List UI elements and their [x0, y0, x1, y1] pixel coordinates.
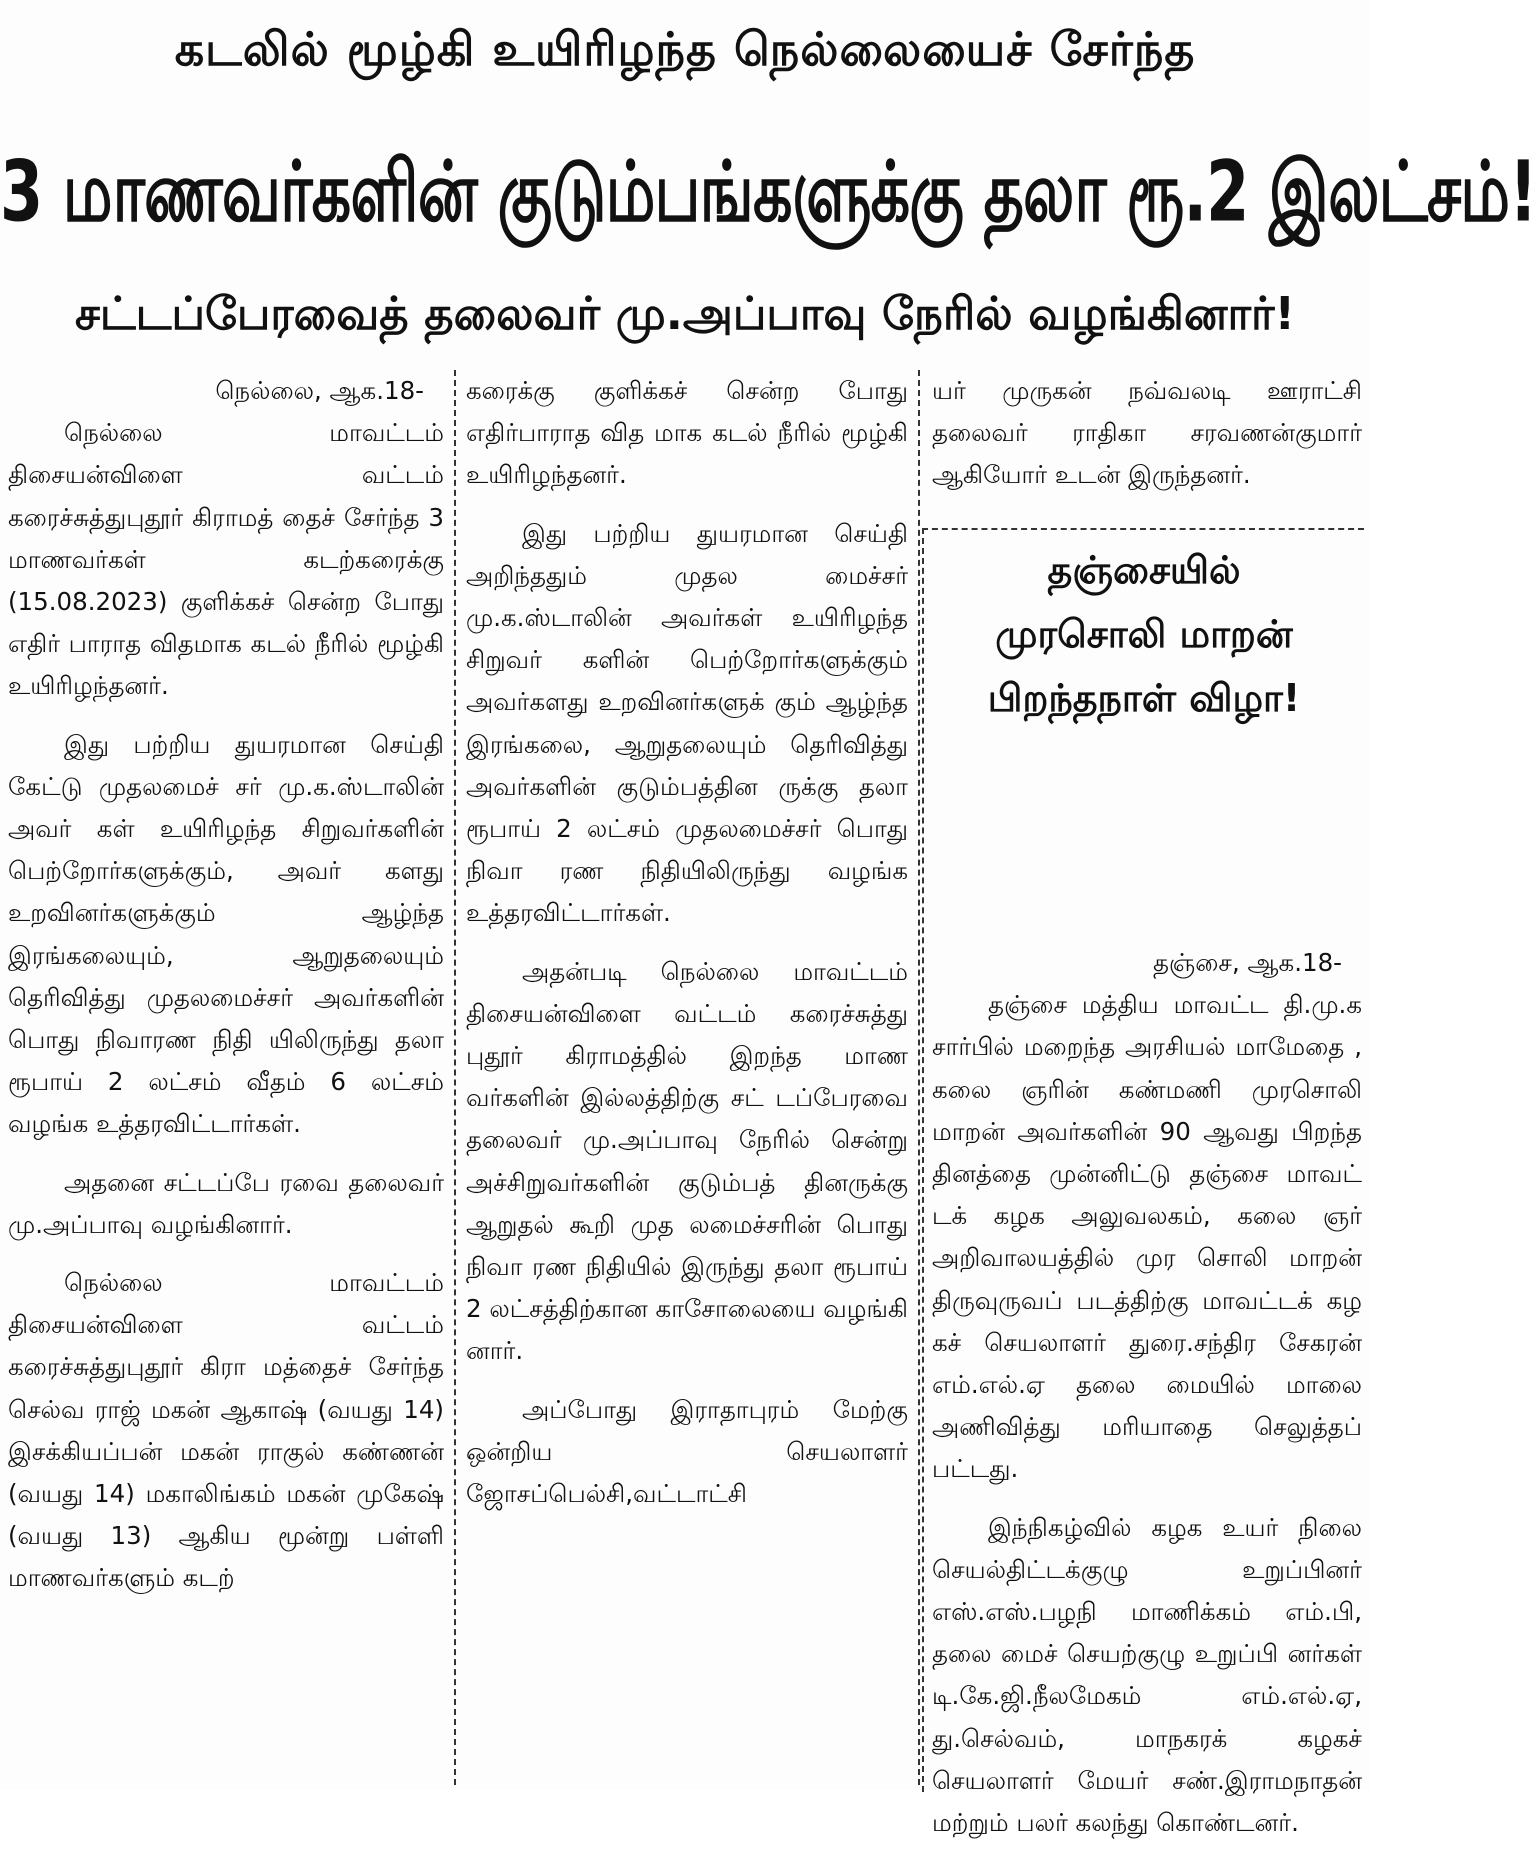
main-headline: 3 மாணவர்களின் குடும்பங்களுக்கு தலா ரூ.2 இலட்சம்!: [0, 142, 1536, 241]
article-column-3: [932, 370, 1362, 513]
article-paragraph: இது பற்றிய துயரமான செய்தி அறிந்ததும் முதல மைச்சர் மு.க.ஸ்டாலின் அவர்கள் உயிரிழந்த சிறுவர் களின் பெற்றோர்களுக்கும் அவர்களது உறவினர்களுக் கும் ஆழ்ந்த இரங்கலை, ஆறுதலையும் தெரிவித்து அவர்களின் குடும்பத்தின ருக்கு தலா ரூபாய் 2 லட்சம் முதலமைச்சர் பொது நிவா ரண நிதியிலிருந்து வழங்க உத்தரவிட்டார்கள்.: [466, 518, 908, 928]
article-column-2: [466, 370, 908, 1531]
article-paragraph: நெல்லை மாவட்டம் திசையன்விளை வட்டம் கரைச்சுத்துபுதூர் கிராமத் தைச் சேர்ந்த 3 மாணவர்கள் கடற்கரைக்கு (15.08.2023) குளிக்கச் சென்ற போது எதிர் பாராத விதமாக கடல் நீரில் மூழ்கி உயிரிழந்தனர்.: [8, 418, 444, 701]
column-divider: [454, 370, 456, 1785]
side-story-body: [932, 942, 1362, 1860]
side-story-title-line: பிறந்தநாள் விழா!: [987, 676, 1301, 720]
article-paragraph: அதன்படி நெல்லை மாவட்டம் திசையன்விளை வட்டம் கரைச்சுத்து புதூர் கிராமத்தில் இறந்த மாண வர்களின் இல்லத்திற்கு சட் டப்பேரவை தலைவர் மு.அப்பாவு நேரில் சென்று அச்சிறுவர்களின் குடும்பத் தினருக்கு ஆறுதல் கூறி முத லமைச்சரின் பொது நிவா ரண நிதியில் இருந்து தலா ரூபாய் 2 லட்சத்திற்கான காசோலையை வழங்கி னார்.: [466, 956, 908, 1366]
side-story-title: [922, 538, 1366, 730]
side-story-title-line: தஞ்சையில்: [1047, 548, 1241, 592]
column-divider: [918, 370, 920, 1785]
sub-headline: சட்டப்பேரவைத் தலைவர் மு.அப்பாவு நேரில் வழங்கினார்!: [74, 287, 1296, 340]
article-paragraph: நெல்லை மாவட்டம் திசையன்விளை வட்டம் கரைச்சுத்துபுதூர் கிரா மத்தைச் சேர்ந்த செல்வ ராஜ் மகன் ஆகாஷ் (வயது 14) இசக்கியப்பன் மகன் ராகுல் கண்ணன் (வயது 14) மகாலிங்கம் மகன் முகேஷ் (வயது 13) ஆகிய மூன்று பள்ளி மாணவர்களும் கடற்: [8, 1268, 444, 1593]
dateline: நெல்லை, ஆக.18-: [215, 376, 424, 405]
side-story-paragraph: தஞ்சை மத்திய மாவட்ட தி.மு.க சார்பில் மறைந்த அரசியல் மாமேதை , கலை ஞரின் கண்மணி முரசொலி மாறன் அவர்களின் 90 ஆவது பிறந்த தினத்தை முன்னிட்டு தஞ்சை மாவட் டக் கழக அலுவலகம், கலை ஞர் அறிவாலயத்தில் முர சொலி மாறன் திருவுருவப் படத்திற்கு மாவட்டக் கழ கச் செயலாளர் துரை.சந்திர சேகரன் எம்.எல்.ஏ தலை மையில் மாலை அணிவித்து மரியாதை செலுத்தப் பட்டது.: [932, 990, 1362, 1484]
kicker-headline: கடலில் மூழ்கி உயிரிழந்த நெல்லையைச் சேர்ந்த: [174, 22, 1196, 76]
side-story-paragraph: இந்நிகழ்வில் கழக உயர் நிலை செயல்திட்டக்குழு உறுப்பினர் எஸ்.எஸ்.பழநி மாணிக்கம் எம்.பி, தலை மைச் செயற்குழு உறுப்பி னர்கள் டி.கே.ஜி.நீலமேகம் எம்.எல்.ஏ, து.செல்வம், மாநகரக் கழகச் செயலாளர் மேயர் சண்.இராமநாதன் மற்றும் பலர் கலந்து கொண்டனர்.: [932, 1512, 1362, 1838]
article-paragraph: அதனை சட்டப்பே ரவை தலைவர் மு.அப்பாவு வழங்கினார்.: [8, 1167, 444, 1239]
article-paragraph: அப்போது இராதாபுரம் மேற்கு ஒன்றிய செயலாளர் ஜோசப்பெல்சி,வட்டாட்சி: [466, 1394, 908, 1509]
article-paragraph: இது பற்றிய துயரமான செய்தி கேட்டு முதலமைச் சர் மு.க.ஸ்டாலின் அவர் கள் உயிரிழந்த சிறுவர்களின் பெற்றோர்களுக்கும், அவர் களது உறவினர்களுக்கும் ஆழ்ந்த இரங்கலையும், ஆறுதலையும் தெரிவித்து முதலமைச்சர் அவர்களின் பொது நிவாரண நிதி யிலிருந்து தலா ரூபாய் 2 லட்சம் வீதம் 6 லட்சம் வழங்க உத்தரவிட்டார்கள்.: [8, 729, 444, 1139]
article-paragraph: யர் முருகன் நவ்வலடி ஊராட்சி தலைவர் ராதிகா சரவணன்குமார் ஆகியோர் உடன் இருந்தனர்.: [932, 376, 1362, 490]
article-paragraph: கரைக்கு குளிக்கச் சென்ற போது எதிர்பாராத வித மாக கடல் நீரில் மூழ்கி உயிரிழந்தனர்.: [466, 376, 908, 490]
side-story-dateline: தஞ்சை, ஆக.18-: [1152, 948, 1342, 977]
side-story-title-line: முரசொலி மாறன்: [995, 612, 1293, 656]
article-column-1: [8, 370, 444, 1616]
